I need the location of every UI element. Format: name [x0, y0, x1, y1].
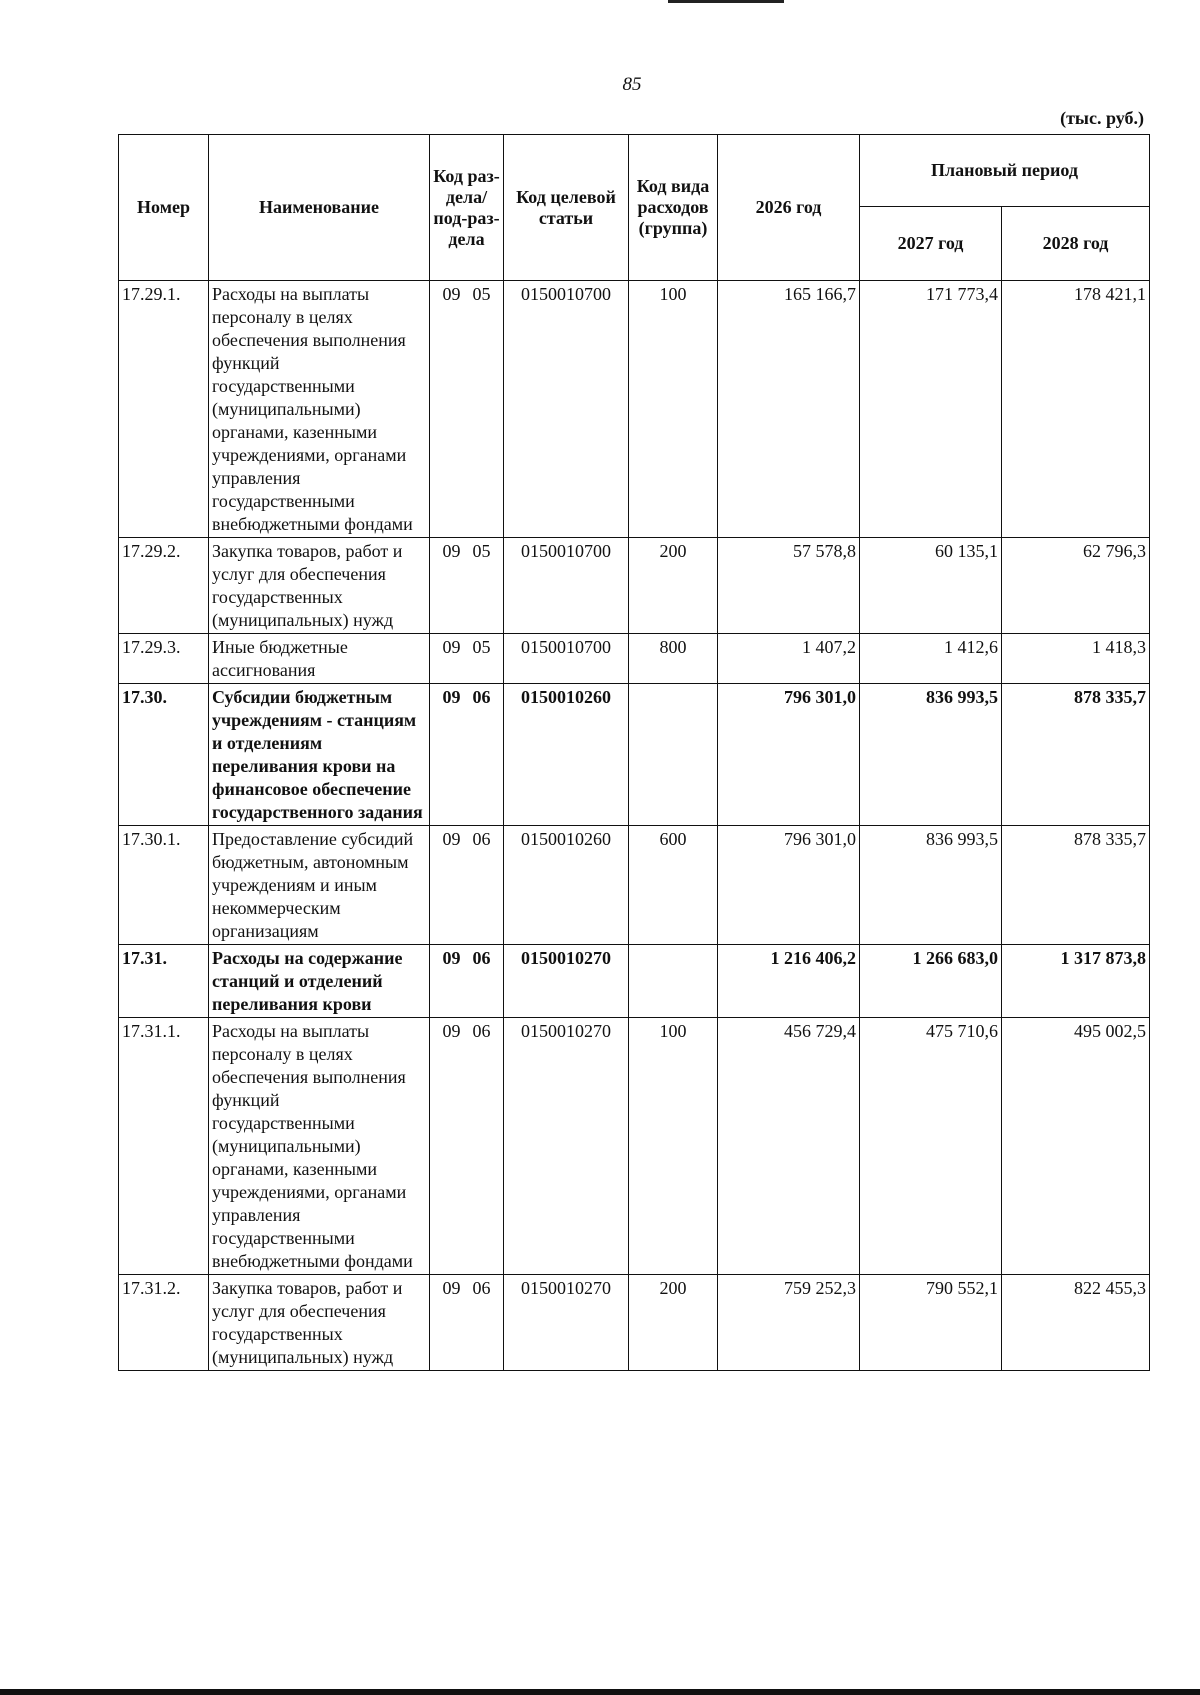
row-expense-group: 200	[629, 538, 718, 634]
row-amount-2027: 836 993,5	[860, 684, 1002, 826]
row-expense-group	[629, 945, 718, 1018]
row-amount-2028: 178 421,1	[1002, 281, 1150, 538]
subsection-code: 06	[472, 948, 491, 968]
table-row	[119, 281, 1150, 538]
row-amount-2026: 1 216 406,2	[718, 945, 860, 1018]
row-amount-2026: 759 252,3	[718, 1275, 860, 1371]
row-name: Расходы на содержание станций и отделений переливания крови	[209, 945, 430, 1018]
table-row	[119, 1275, 1150, 1371]
row-amount-2027: 475 710,6	[860, 1018, 1002, 1275]
section-code: 09	[442, 1278, 461, 1298]
row-section-code	[430, 538, 504, 634]
header-name: Наименование	[209, 135, 430, 281]
row-name: Закупка товаров, работ и услуг для обеспечения государственных (муниципальных) нужд	[209, 1275, 430, 1371]
section-code: 09	[442, 541, 461, 561]
subsection-code: 06	[472, 1021, 491, 1041]
section-code: 09	[442, 687, 461, 707]
row-section-code	[430, 281, 504, 538]
table-row	[119, 945, 1150, 1018]
row-name: Расходы на выплаты персоналу в целях обеспечения выполнения функций государственными (муниципальными) органами, казенными учреждениями, органами управления государственными внебюджетными фондами	[209, 281, 430, 538]
row-section-code	[430, 1275, 504, 1371]
table-row	[119, 684, 1150, 826]
row-amount-2028: 878 335,7	[1002, 684, 1150, 826]
header-section-code: Код раз-дела/ под-раз-дела	[430, 135, 504, 281]
row-amount-2026: 796 301,0	[718, 684, 860, 826]
section-code: 09	[442, 1021, 461, 1041]
row-expense-group: 800	[629, 634, 718, 684]
subsection-code: 05	[472, 637, 491, 657]
row-amount-2028: 62 796,3	[1002, 538, 1150, 634]
row-amount-2026: 57 578,8	[718, 538, 860, 634]
row-number: 17.31.1.	[119, 1018, 209, 1275]
row-target-code: 0150010270	[504, 1018, 629, 1275]
table-row	[119, 1018, 1150, 1275]
row-name: Предоставление субсидий бюджетным, автономным учреждениям и иным некоммерческим организациям	[209, 826, 430, 945]
row-expense-group: 100	[629, 281, 718, 538]
table-row	[119, 634, 1150, 684]
row-section-code	[430, 945, 504, 1018]
subsection-code: 06	[472, 1278, 491, 1298]
row-number: 17.30.1.	[119, 826, 209, 945]
row-name: Субсидии бюджетным учреждениям - станциям и отделениям переливания крови на финансовое обеспечение государственного задания	[209, 684, 430, 826]
row-name: Закупка товаров, работ и услуг для обеспечения государственных (муниципальных) нужд	[209, 538, 430, 634]
row-target-code: 0150010270	[504, 945, 629, 1018]
section-code: 09	[442, 284, 461, 304]
row-amount-2028: 495 002,5	[1002, 1018, 1150, 1275]
row-target-code: 0150010260	[504, 826, 629, 945]
row-section-code	[430, 634, 504, 684]
row-section-code	[430, 684, 504, 826]
top-edge-mark	[668, 0, 784, 3]
row-amount-2026: 796 301,0	[718, 826, 860, 945]
section-code: 09	[442, 637, 461, 657]
row-number: 17.29.3.	[119, 634, 209, 684]
row-amount-2027: 836 993,5	[860, 826, 1002, 945]
row-number: 17.31.	[119, 945, 209, 1018]
row-target-code: 0150010700	[504, 634, 629, 684]
page-number: 85	[622, 74, 642, 95]
row-amount-2027: 1 266 683,0	[860, 945, 1002, 1018]
row-number: 17.29.1.	[119, 281, 209, 538]
row-number: 17.29.2.	[119, 538, 209, 634]
row-expense-group: 100	[629, 1018, 718, 1275]
row-name: Расходы на выплаты персоналу в целях обеспечения выполнения функций государственными (муниципальными) органами, казенными учреждениями, органами управления государственными внебюджетными фондами	[209, 1018, 430, 1275]
row-amount-2026: 165 166,7	[718, 281, 860, 538]
table-row	[119, 826, 1150, 945]
subsection-code: 06	[472, 687, 491, 707]
row-amount-2028: 822 455,3	[1002, 1275, 1150, 1371]
units-label: (тыс. руб.)	[1060, 108, 1144, 128]
header-2028: 2028 год	[1002, 207, 1150, 281]
row-number: 17.30.	[119, 684, 209, 826]
row-amount-2027: 790 552,1	[860, 1275, 1002, 1371]
row-amount-2027: 60 135,1	[860, 538, 1002, 634]
header-planned-period: Плановый период	[860, 135, 1150, 207]
section-code: 09	[442, 948, 461, 968]
row-name: Иные бюджетные ассигнования	[209, 634, 430, 684]
row-target-code: 0150010270	[504, 1275, 629, 1371]
table-row	[119, 538, 1150, 634]
row-target-code: 0150010700	[504, 538, 629, 634]
table-body	[119, 281, 1150, 1371]
subsection-code: 05	[472, 284, 491, 304]
row-amount-2026: 456 729,4	[718, 1018, 860, 1275]
budget-table	[118, 134, 1150, 1371]
row-expense-group	[629, 684, 718, 826]
row-number: 17.31.2.	[119, 1275, 209, 1371]
header-2026: 2026 год	[718, 135, 860, 281]
header-number: Номер	[119, 135, 209, 281]
header-target-code: Код целевой статьи	[504, 135, 629, 281]
subsection-code: 05	[472, 541, 491, 561]
row-expense-group: 200	[629, 1275, 718, 1371]
row-target-code: 0150010260	[504, 684, 629, 826]
bottom-rule	[0, 1689, 1200, 1695]
header-2027: 2027 год	[860, 207, 1002, 281]
section-code: 09	[442, 829, 461, 849]
row-amount-2027: 1 412,6	[860, 634, 1002, 684]
row-amount-2026: 1 407,2	[718, 634, 860, 684]
subsection-code: 06	[472, 829, 491, 849]
row-amount-2027: 171 773,4	[860, 281, 1002, 538]
row-section-code	[430, 826, 504, 945]
row-expense-group: 600	[629, 826, 718, 945]
header-expense-group: Код вида расходов (группа)	[629, 135, 718, 281]
row-target-code: 0150010700	[504, 281, 629, 538]
row-amount-2028: 1 317 873,8	[1002, 945, 1150, 1018]
row-section-code	[430, 1018, 504, 1275]
row-amount-2028: 878 335,7	[1002, 826, 1150, 945]
row-amount-2028: 1 418,3	[1002, 634, 1150, 684]
